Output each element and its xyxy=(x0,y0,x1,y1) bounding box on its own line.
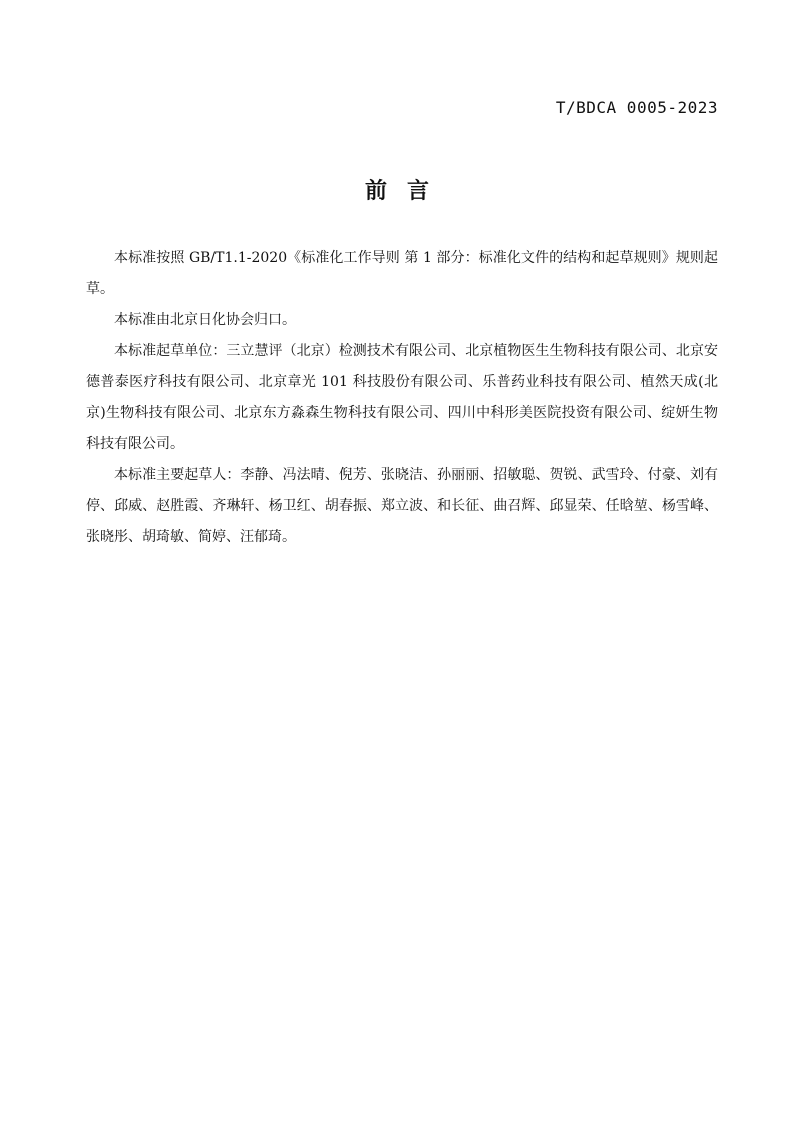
paragraph-drafting-rules: 本标准按照 GB/T1.1-2020《标准化工作导则 第 1 部分：标准化文件的结构和起草规则》规则起草。 xyxy=(86,250,718,297)
paragraph-administered-by: 本标准由北京日化协会归口。 xyxy=(114,312,296,328)
page-title: 前言 xyxy=(364,179,449,204)
paragraph-principal-drafters: 本标准主要起草人：李静、冯法晴、倪芳、张晓洁、孙丽丽、招敏聪、贺锐、武雪玲、付豪、刘有停、邱威、赵胜霞、齐琳轩、杨卫红、胡春振、郑立波、和长征、曲召辉、邱显荣、任晗堃、杨雪峰、张晓彤、胡琦敏、简婷、汪郁琦。 xyxy=(86,467,718,545)
foreword-body xyxy=(86,243,718,553)
document-code: T/BDCA 0005-2023 xyxy=(555,98,718,117)
paragraph-drafting-organizations: 本标准起草单位：三立慧评（北京）检测技术有限公司、北京植物医生生物科技有限公司、北京安德普泰医疗科技有限公司、北京章光 101 科技股份有限公司、乐普药业科技有限公司、植然天成(北京)生物科技有限公司、北京东方淼森生物科技有限公司、四川中科形美医院投资有限公司、绽妍生物科技有限公司。 xyxy=(86,343,718,452)
